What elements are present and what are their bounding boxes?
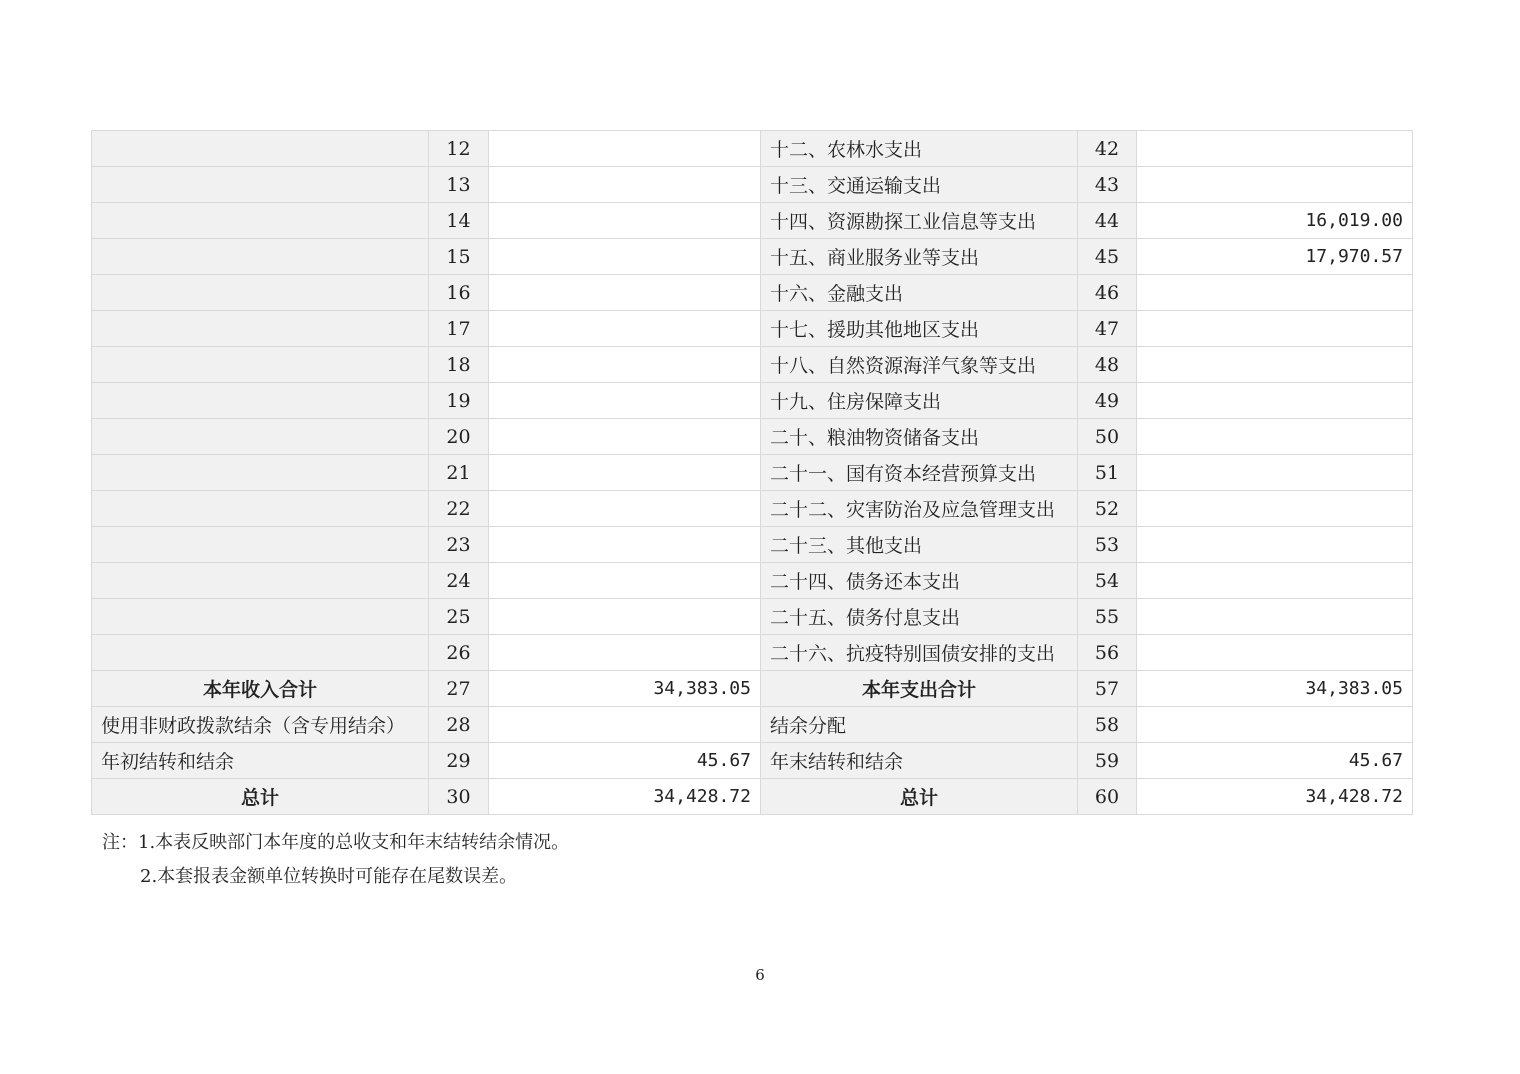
expenditure-amount (1137, 635, 1413, 671)
expenditure-item-label: 二十三、其他支出 (761, 527, 1078, 563)
income-row-number: 21 (429, 455, 489, 491)
expenditure-item-label: 十二、农林水支出 (761, 131, 1078, 167)
income-amount (489, 455, 761, 491)
income-row-number: 24 (429, 563, 489, 599)
expenditure-row-number: 43 (1078, 167, 1137, 203)
income-item-label (92, 563, 429, 599)
income-amount (489, 599, 761, 635)
expenditure-item-label: 结余分配 (761, 707, 1078, 743)
expenditure-amount (1137, 527, 1413, 563)
expenditure-item-label: 十六、金融支出 (761, 275, 1078, 311)
income-amount (489, 167, 761, 203)
table-row (92, 239, 1413, 275)
table-row (92, 347, 1413, 383)
expenditure-item-label: 十三、交通运输支出 (761, 167, 1078, 203)
expenditure-amount (1137, 131, 1413, 167)
expenditure-amount: 17,970.57 (1137, 239, 1413, 275)
expenditure-amount (1137, 455, 1413, 491)
table-row (92, 203, 1413, 239)
table-row (92, 383, 1413, 419)
income-amount (489, 419, 761, 455)
expenditure-amount: 34,428.72 (1137, 779, 1413, 815)
income-amount (489, 203, 761, 239)
expenditure-amount: 45.67 (1137, 743, 1413, 779)
table-row (92, 167, 1413, 203)
income-amount (489, 635, 761, 671)
income-row-number: 23 (429, 527, 489, 563)
expenditure-row-number: 50 (1078, 419, 1137, 455)
income-item-label (92, 311, 429, 347)
income-amount: 45.67 (489, 743, 761, 779)
table-row (92, 311, 1413, 347)
expenditure-row-number: 58 (1078, 707, 1137, 743)
income-item-label (92, 275, 429, 311)
expenditure-amount: 34,383.05 (1137, 671, 1413, 707)
expenditure-item-label: 二十二、灾害防治及应急管理支出 (761, 491, 1078, 527)
expenditure-item-label: 二十一、国有资本经营预算支出 (761, 455, 1078, 491)
expenditure-row-number: 59 (1078, 743, 1137, 779)
income-row-number: 17 (429, 311, 489, 347)
table-row (92, 491, 1413, 527)
expenditure-row-number: 56 (1078, 635, 1137, 671)
income-item-label (92, 419, 429, 455)
income-item-label: 年初结转和结余 (92, 743, 429, 779)
income-row-number: 16 (429, 275, 489, 311)
table-row (92, 635, 1413, 671)
income-amount (489, 707, 761, 743)
table-row (92, 707, 1413, 743)
income-item-label (92, 167, 429, 203)
income-amount (489, 563, 761, 599)
income-row-number: 28 (429, 707, 489, 743)
income-item-label (92, 491, 429, 527)
table-row (92, 743, 1413, 779)
income-amount: 34,428.72 (489, 779, 761, 815)
income-row-number: 25 (429, 599, 489, 635)
table-body (92, 131, 1413, 815)
expenditure-row-number: 44 (1078, 203, 1137, 239)
table-notes (102, 826, 569, 894)
income-item-label: 本年收入合计 (92, 671, 429, 707)
expenditure-row-number: 47 (1078, 311, 1137, 347)
income-row-number: 13 (429, 167, 489, 203)
expenditure-row-number: 51 (1078, 455, 1137, 491)
expenditure-row-number: 46 (1078, 275, 1137, 311)
income-row-number: 12 (429, 131, 489, 167)
expenditure-amount (1137, 275, 1413, 311)
income-row-number: 22 (429, 491, 489, 527)
expenditure-row-number: 55 (1078, 599, 1137, 635)
income-item-label (92, 131, 429, 167)
expenditure-row-number: 45 (1078, 239, 1137, 275)
expenditure-row-number: 49 (1078, 383, 1137, 419)
table-row (92, 779, 1413, 815)
note-line-2: 2.本套报表金额单位转换时可能存在尾数误差。 (140, 866, 518, 887)
income-amount (489, 383, 761, 419)
expenditure-amount: 16,019.00 (1137, 203, 1413, 239)
income-item-label (92, 635, 429, 671)
expenditure-amount (1137, 563, 1413, 599)
table-row (92, 275, 1413, 311)
expenditure-row-number: 52 (1078, 491, 1137, 527)
expenditure-item-label: 十四、资源勘探工业信息等支出 (761, 203, 1078, 239)
income-item-label (92, 347, 429, 383)
income-amount (489, 131, 761, 167)
expenditure-item-label: 十五、商业服务业等支出 (761, 239, 1078, 275)
expenditure-amount (1137, 707, 1413, 743)
income-amount (489, 239, 761, 275)
income-amount (489, 491, 761, 527)
income-row-number: 20 (429, 419, 489, 455)
expenditure-item-label: 二十、粮油物资储备支出 (761, 419, 1078, 455)
income-amount (489, 275, 761, 311)
income-row-number: 15 (429, 239, 489, 275)
expenditure-row-number: 42 (1078, 131, 1137, 167)
income-row-number: 19 (429, 383, 489, 419)
expenditure-item-label: 十八、自然资源海洋气象等支出 (761, 347, 1078, 383)
income-item-label (92, 455, 429, 491)
expenditure-row-number: 54 (1078, 563, 1137, 599)
income-item-label: 使用非财政拨款结余（含专用结余） (92, 707, 429, 743)
income-amount: 34,383.05 (489, 671, 761, 707)
income-row-number: 14 (429, 203, 489, 239)
income-amount (489, 311, 761, 347)
expenditure-amount (1137, 383, 1413, 419)
expenditure-item-label: 二十六、抗疫特别国债安排的支出 (761, 635, 1078, 671)
expenditure-amount (1137, 599, 1413, 635)
income-row-number: 30 (429, 779, 489, 815)
expenditure-item-label: 年末结转和结余 (761, 743, 1078, 779)
income-amount (489, 527, 761, 563)
income-amount (489, 347, 761, 383)
income-item-label: 总计 (92, 779, 429, 815)
expenditure-amount (1137, 167, 1413, 203)
expenditure-amount (1137, 491, 1413, 527)
expenditure-amount (1137, 311, 1413, 347)
expenditure-row-number: 48 (1078, 347, 1137, 383)
income-expenditure-table (91, 130, 1413, 815)
expenditure-item-label: 总计 (761, 779, 1078, 815)
table-row (92, 563, 1413, 599)
expenditure-amount (1137, 419, 1413, 455)
expenditure-item-label: 十九、住房保障支出 (761, 383, 1078, 419)
table-row (92, 527, 1413, 563)
income-row-number: 27 (429, 671, 489, 707)
expenditure-row-number: 60 (1078, 779, 1137, 815)
income-row-number: 18 (429, 347, 489, 383)
expenditure-item-label: 本年支出合计 (761, 671, 1078, 707)
income-item-label (92, 383, 429, 419)
table-row (92, 455, 1413, 491)
expenditure-row-number: 53 (1078, 527, 1137, 563)
expenditure-item-label: 二十五、债务付息支出 (761, 599, 1078, 635)
income-item-label (92, 239, 429, 275)
table-row (92, 419, 1413, 455)
income-row-number: 26 (429, 635, 489, 671)
expenditure-amount (1137, 347, 1413, 383)
table-row (92, 599, 1413, 635)
income-item-label (92, 527, 429, 563)
note-line-1: 注：1.本表反映部门本年度的总收支和年末结转结余情况。 (102, 832, 570, 853)
page-number: 6 (755, 966, 765, 984)
income-item-label (92, 203, 429, 239)
expenditure-item-label: 十七、援助其他地区支出 (761, 311, 1078, 347)
table-row (92, 131, 1413, 167)
expenditure-item-label: 二十四、债务还本支出 (761, 563, 1078, 599)
expenditure-row-number: 57 (1078, 671, 1137, 707)
table-row (92, 671, 1413, 707)
income-row-number: 29 (429, 743, 489, 779)
income-item-label (92, 599, 429, 635)
